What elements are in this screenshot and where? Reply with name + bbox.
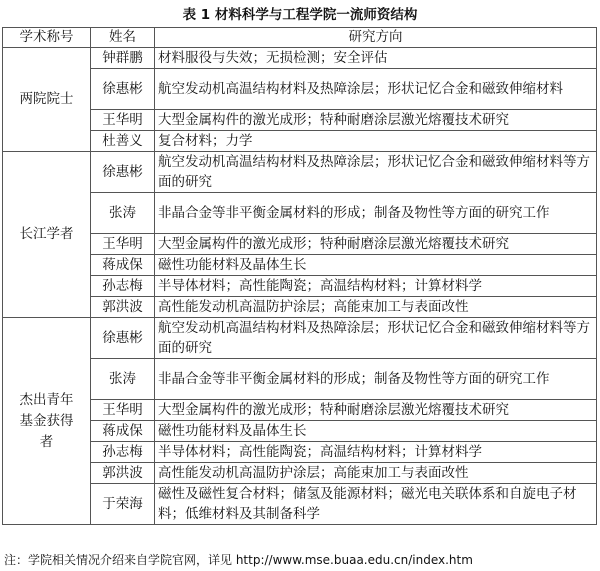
academic-title-cell bbox=[3, 152, 91, 318]
research-field-cell: 航空发动机高温结构材料及热障涂层；形状记忆合金和磁致伸缩材料 bbox=[155, 69, 597, 110]
name-cell: 郭洪波 bbox=[91, 463, 155, 484]
table-title: 表 1 材料科学与工程学院一流师资结构 bbox=[182, 7, 418, 23]
research-field-cell: 磁性功能材料及晶体生长 bbox=[155, 255, 597, 276]
table-row bbox=[3, 131, 597, 152]
table-row bbox=[3, 152, 597, 193]
research-field-cell: 高性能发动机高温防护涂层；高能束加工与表面改性 bbox=[155, 463, 597, 484]
academic-title-text: 长江学者 bbox=[19, 226, 74, 242]
name-cell: 徐惠彬 bbox=[91, 69, 155, 110]
table-row bbox=[3, 400, 597, 421]
header-row bbox=[3, 28, 597, 48]
research-field-cell: 航空发动机高温结构材料及热障涂层；形状记忆合金和磁致伸缩材料等方面的研究 bbox=[155, 318, 597, 359]
name-cell: 钟群鹏 bbox=[91, 48, 155, 69]
faculty-table bbox=[2, 27, 597, 525]
table-row bbox=[3, 69, 597, 110]
academic-title-cell bbox=[3, 318, 91, 525]
table-row bbox=[3, 318, 597, 359]
research-field-cell: 磁性功能材料及晶体生长 bbox=[155, 421, 597, 442]
name-cell: 蒋成保 bbox=[91, 421, 155, 442]
table-row bbox=[3, 297, 597, 318]
research-field-cell: 非晶合金等非平衡金属材料的形成；制备及物性等方面的研究工作 bbox=[155, 193, 597, 234]
table-row bbox=[3, 234, 597, 255]
table-row bbox=[3, 193, 597, 234]
table-row bbox=[3, 359, 597, 400]
research-field-cell: 磁性及磁性复合材料；储氢及能源材料；磁光电关联体系和自旋电子材料；低维材料及其制备科学 bbox=[155, 484, 597, 525]
academic-title-cell bbox=[3, 48, 91, 152]
table-row bbox=[3, 255, 597, 276]
research-field-cell: 半导体材料；高性能陶瓷；高温结构材料；计算材料学 bbox=[155, 442, 597, 463]
research-field-cell: 高性能发动机高温防护涂层；高能束加工与表面改性 bbox=[155, 297, 597, 318]
academic-title-text: 两院院士 bbox=[19, 91, 74, 107]
name-cell: 郭洪波 bbox=[91, 297, 155, 318]
header-field-column: 研究方向 bbox=[155, 28, 597, 48]
footnote: 注：学院相关情况介绍来自学院官网，详见 http://www.mse.buaa.edu.cn/index.htm bbox=[4, 553, 473, 567]
table-row bbox=[3, 421, 597, 442]
research-field-cell: 大型金属构件的激光成形；特种耐磨涂层激光熔覆技术研究 bbox=[155, 110, 597, 131]
research-field-cell: 材料服役与失效；无损检测；安全评估 bbox=[155, 48, 597, 69]
research-field-cell: 大型金属构件的激光成形；特种耐磨涂层激光熔覆技术研究 bbox=[155, 400, 597, 421]
name-cell: 蒋成保 bbox=[91, 255, 155, 276]
name-cell: 王华明 bbox=[91, 400, 155, 421]
name-cell: 孙志梅 bbox=[91, 442, 155, 463]
name-cell: 徐惠彬 bbox=[91, 152, 155, 193]
research-field-cell: 大型金属构件的激光成形；特种耐磨涂层激光熔覆技术研究 bbox=[155, 234, 597, 255]
table-row bbox=[3, 484, 597, 525]
name-cell: 杜善义 bbox=[91, 131, 155, 152]
research-field-cell: 非晶合金等非平衡金属材料的形成；制备及物性等方面的研究工作 bbox=[155, 359, 597, 400]
table-row bbox=[3, 442, 597, 463]
academic-title-text: 杰出青年基金获得者 bbox=[19, 391, 74, 450]
name-cell: 张涛 bbox=[91, 193, 155, 234]
name-cell: 徐惠彬 bbox=[91, 318, 155, 359]
name-cell: 王华明 bbox=[91, 234, 155, 255]
research-field-cell: 航空发动机高温结构材料及热障涂层；形状记忆合金和磁致伸缩材料等方面的研究 bbox=[155, 152, 597, 193]
table-row bbox=[3, 463, 597, 484]
table-body bbox=[3, 48, 597, 525]
name-cell: 孙志梅 bbox=[91, 276, 155, 297]
header-name-column: 姓名 bbox=[91, 28, 155, 48]
name-cell: 张涛 bbox=[91, 359, 155, 400]
name-cell: 于荣海 bbox=[91, 484, 155, 525]
name-cell: 王华明 bbox=[91, 110, 155, 131]
table-row bbox=[3, 110, 597, 131]
research-field-cell: 复合材料；力学 bbox=[155, 131, 597, 152]
table-row bbox=[3, 276, 597, 297]
table-row bbox=[3, 48, 597, 69]
research-field-cell: 半导体材料；高性能陶瓷；高温结构材料；计算材料学 bbox=[155, 276, 597, 297]
header-title-column: 学术称号 bbox=[3, 28, 91, 48]
